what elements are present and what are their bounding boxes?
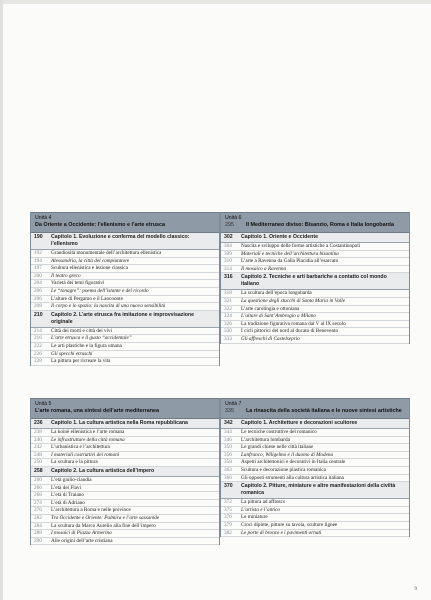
- unit-header: [31, 212, 219, 233]
- entry-page: 376: [224, 514, 232, 521]
- chapter-title: Capitolo 1. Evoluzione e conferma del modello classico: l’ellenismo: [51, 234, 190, 247]
- page-edge-left: [0, 0, 3, 600]
- toc-entry: [221, 499, 409, 507]
- unit-number: Unità 6: [225, 215, 242, 221]
- toc-entry: [31, 437, 219, 445]
- unit-number: Unità 7: [225, 401, 242, 407]
- entry-title: Il teatro greco: [51, 272, 81, 279]
- chapter-title: Capitolo 2. Pitture, miniature e altre manifestazioni della civiltà romanica: [241, 483, 396, 497]
- entry-title: L’altare di Sant’Ambrogio a Milano: [241, 313, 316, 320]
- toc-entry: [221, 306, 409, 314]
- entry-page: 322: [224, 305, 232, 312]
- entry-page: 242: [34, 444, 42, 451]
- entry-page: 197: [34, 265, 42, 272]
- toc-entry: [221, 251, 409, 259]
- toc-entry: [31, 303, 219, 311]
- toc-entry: [221, 429, 409, 437]
- entry-page: 372: [224, 499, 232, 506]
- entry-page: 268: [34, 492, 42, 499]
- entry-page: 222: [34, 342, 42, 349]
- entry-page: 228: [34, 358, 42, 365]
- entry-page: 363: [224, 466, 232, 473]
- toc-entry: [31, 538, 219, 546]
- chapter-title: Capitolo 2. Tecniche e arti barbariche a contatto col mondo italiano: [241, 274, 387, 288]
- toc-entry: [221, 258, 409, 266]
- chapter-heading: [31, 311, 219, 328]
- entry-page: 194: [34, 257, 42, 264]
- entry-title: Nascita e sviluppo delle forme artistiche a Costantinopoli: [241, 243, 361, 249]
- entry-page: 366: [224, 474, 232, 481]
- entry-title: L’artista e l’antico: [241, 506, 280, 513]
- page-number: 9: [414, 587, 417, 592]
- entry-page: 206: [34, 295, 42, 302]
- toc-entry: [221, 321, 409, 329]
- entry-title: La scultura da Marco Aurelio alla fine dell’impero: [51, 522, 156, 529]
- entry-page: 250: [34, 459, 42, 466]
- unit-title-text: La rinascita della società italiana e le nuove sintesi artistiche: [246, 408, 402, 414]
- unit-title-text: Da Oriente a Occidente: l’ellenismo e l’arte etrusca: [35, 222, 166, 228]
- entry-title: Il mosaico a Ravenna: [241, 265, 287, 272]
- chapter-page: 258: [34, 467, 43, 474]
- entry-title: Materiali e tecniche dell’architettura bizantina: [241, 250, 339, 257]
- entry-title: Lanfranco, Wiligelmo e il duomo di Modena: [241, 451, 334, 458]
- entry-page: 346: [224, 436, 232, 443]
- toc-entry: [31, 515, 219, 523]
- entry-page: 200: [34, 272, 42, 279]
- entry-title: I materiali costruttivi dei romani: [51, 451, 120, 458]
- entry-page: 330: [224, 328, 232, 335]
- unit-number: Unità 4: [35, 215, 52, 221]
- entry-title: L’urbanistica e l’architettura: [51, 444, 110, 451]
- chapter-heading: [221, 419, 409, 429]
- toc-entry: [31, 328, 219, 336]
- chapter-heading: [31, 467, 219, 477]
- chapter-page: 316: [224, 274, 233, 281]
- toc-entry: [31, 459, 219, 467]
- toc-entry: [221, 298, 409, 306]
- entry-page: 206: [34, 287, 42, 294]
- entry-page: 314: [224, 265, 232, 272]
- entry-page: 266: [34, 484, 42, 491]
- chapter-page: 190: [34, 234, 43, 240]
- entry-title: Gli affreschi di Castelseprio: [241, 335, 300, 342]
- entry-page: 309: [224, 250, 232, 257]
- entry-title: L’arte carolingia e ottoniana: [241, 305, 300, 312]
- entry-title: L’età giulio-claudia: [51, 476, 92, 483]
- chapter-page: 210: [34, 311, 43, 318]
- entry-page: 358: [224, 459, 232, 466]
- entry-page: 350: [224, 444, 232, 451]
- toc-entry: [31, 288, 219, 296]
- entry-title: Tra Occidente e Oriente: Palmira e l’arte sassanide: [51, 514, 160, 521]
- entry-title: Scultura ellenistica e lezione classica: [51, 265, 128, 272]
- chapter-title: Capitolo 1. Oriente e Occidente: [241, 234, 318, 240]
- toc-entry: [221, 444, 409, 452]
- unit-header: [31, 398, 219, 419]
- chapter-heading: [221, 273, 409, 290]
- entry-title: Croci dipinte, pitture su tavola, sculture lignee: [241, 521, 338, 528]
- entry-page: 356: [224, 451, 232, 458]
- toc-entry: [221, 459, 409, 467]
- entry-title: L’arte etrusca e il gusto “accidentale”: [51, 335, 132, 342]
- toc-entry: [31, 523, 219, 531]
- unit-title-page: 335: [225, 408, 234, 414]
- entry-title: Città dei morti e città dei vivi: [51, 327, 113, 334]
- entry-page: 288: [34, 530, 42, 537]
- unit-title-page: 295: [225, 222, 234, 228]
- unit-title: [35, 222, 215, 229]
- entry-title: Le porte di bronzo e i pavimenti ornati: [241, 529, 322, 536]
- unit-4: [30, 212, 220, 366]
- entry-title: Il corpo e lo spazio: la nascita di una nuova sensibilità: [51, 303, 166, 310]
- toc-entry: [31, 258, 219, 266]
- entry-page: 333: [224, 335, 232, 342]
- entry-page: 284: [34, 522, 42, 529]
- chapter-title: Capitolo 2. L’arte etrusca fra imitazione e improvvisazione originale: [51, 311, 194, 325]
- toc-entry: [31, 335, 219, 343]
- entry-page: 226: [34, 350, 42, 357]
- entry-title: Aspetti architettonici e decorativi in Italia centrale: [241, 459, 346, 466]
- entry-page: 324: [224, 313, 232, 320]
- toc-entry: [221, 266, 409, 274]
- entry-page: 276: [34, 507, 42, 514]
- toc-entry: [31, 507, 219, 515]
- entry-title: I mosaici di Piazza Armerina: [51, 530, 112, 537]
- unit-title-text: L’arte romana, una sintesi dell’arte mediterranea: [35, 408, 160, 414]
- toc-entry: [31, 477, 219, 485]
- toc-entry: [31, 343, 219, 351]
- chapter-page: 236: [34, 420, 43, 426]
- entry-title: Le infrastrutture della città romana: [51, 436, 125, 443]
- entry-page: 214: [34, 327, 42, 334]
- entry-title: Le miniature: [241, 514, 268, 521]
- toc-entry: [31, 500, 219, 508]
- chapter-title: Capitolo 2. La cultura artistica dell’impero: [51, 467, 155, 474]
- chapter-heading: [221, 233, 409, 243]
- toc-entry: [31, 444, 219, 452]
- toc-entry: [31, 452, 219, 460]
- toc-entry: [31, 250, 219, 258]
- entry-page: 344: [224, 429, 232, 435]
- toc-entry: [221, 437, 409, 445]
- unit-7: [220, 398, 410, 537]
- unit-title: [225, 408, 405, 415]
- toc-entry: [31, 273, 219, 281]
- entry-title: L’età dei Flavi: [51, 484, 82, 491]
- entry-title: Gli specchi etruschi: [51, 350, 93, 357]
- entry-title: Grandiosità monumentale dell’architettura ellenistica: [51, 250, 162, 256]
- entry-page: 304: [224, 243, 232, 249]
- toc-entry: [221, 452, 409, 460]
- chapter-heading: [31, 419, 219, 429]
- unit-title: [35, 408, 215, 415]
- toc-entry: [31, 265, 219, 273]
- entry-title: L’altare di Pergamo e il Laocoonte: [51, 295, 123, 302]
- toc-entry: [31, 492, 219, 500]
- entry-title: Le “tonagre”: poema dell’istante e del ricordo: [51, 287, 149, 294]
- entry-page: 216: [34, 335, 42, 342]
- entry-title: La pittura per ricreare la vita: [51, 358, 111, 365]
- entry-page: 240: [34, 436, 42, 443]
- entry-page: 382: [224, 529, 232, 536]
- unit-6: [220, 212, 410, 344]
- entry-page: 192: [34, 250, 42, 256]
- entry-title: Alessandria, la città del compiutatore: [51, 257, 130, 264]
- toc-entry: [31, 351, 219, 359]
- unit-5: [30, 398, 220, 545]
- entry-title: Varietà dei temi figurativi: [51, 280, 105, 287]
- entry-title: La scultura dell’epoca longobarda: [241, 290, 312, 297]
- entry-title: I cicli pittorici del nord al ducato di Benevento: [241, 328, 339, 335]
- chapter-heading: [221, 482, 409, 499]
- entry-page: 238: [34, 429, 42, 435]
- chapter-page: 302: [224, 234, 233, 240]
- chapter-page: 342: [224, 420, 233, 426]
- toc-entry: [221, 313, 409, 321]
- entry-title: La questione degli stucchi di Santa Maria in Valle: [241, 297, 346, 304]
- entry-page: 326: [224, 320, 232, 327]
- toc-entry: [221, 290, 409, 298]
- entry-page: 248: [34, 451, 42, 458]
- toc-entry: [31, 485, 219, 493]
- chapter-page: 370: [224, 483, 233, 490]
- entry-title: L’architettura lombarda: [241, 436, 290, 443]
- toc-entry: [31, 296, 219, 304]
- entry-title: Le arti plastiche e la figura umana: [51, 342, 122, 349]
- toc-entry: [31, 530, 219, 538]
- toc-entry: [221, 467, 409, 475]
- unit-header: [221, 398, 409, 419]
- entry-page: 204: [34, 280, 42, 287]
- toc-entry: [221, 530, 409, 538]
- entry-title: Gli opposti strumenti alla cultura artistica italiana: [241, 474, 344, 481]
- toc-entry: [221, 336, 409, 344]
- entry-page: 208: [34, 303, 42, 310]
- entry-page: 375: [224, 506, 232, 513]
- entry-title: Le grandi chiese nelle città italiane: [241, 444, 314, 451]
- entry-page: 274: [34, 499, 42, 506]
- entry-title: L’architettura a Roma e nelle province: [51, 507, 131, 514]
- toc-entry: [221, 243, 409, 251]
- entry-title: La koinè ellenistica e l’arte romana: [51, 429, 125, 435]
- toc-entry: [221, 514, 409, 522]
- entry-title: La tradizione figurativa romana dal V al IX secolo: [241, 320, 346, 327]
- unit-header: [221, 212, 409, 233]
- unit-title-text: Il Mediterraneo diviso: Bisanzio, Roma e Italia longobarda: [246, 222, 394, 228]
- entry-title: Le tecniche costruttive del romanico: [241, 429, 317, 435]
- toc-entry: [31, 358, 219, 366]
- entry-page: 282: [34, 514, 42, 521]
- toc-entry: [221, 522, 409, 530]
- entry-page: 318: [224, 290, 232, 297]
- entry-title: L’età di Adriano: [51, 499, 85, 506]
- entry-page: 310: [224, 258, 232, 265]
- chapter-title: Capitolo 1. Architetture e decorazioni scultoree: [241, 420, 358, 426]
- entry-title: La pittura ad affresco: [241, 499, 286, 506]
- entry-title: L’età di Traiano: [51, 492, 84, 499]
- unit-number: Unità 5: [35, 401, 52, 407]
- toc-entry: [31, 280, 219, 288]
- entry-title: La scultura e la pittura: [51, 459, 98, 466]
- entry-page: 290: [34, 537, 42, 544]
- chapter-title: Capitolo 1. La cultura artistica nella Roma repubblicana: [51, 420, 188, 426]
- entry-title: Alle origini dell’arte cristiana: [51, 537, 113, 544]
- entry-page: 379: [224, 521, 232, 528]
- entry-title: Scultura e decorazione plastica romanica: [241, 466, 326, 473]
- toc-entry: [221, 507, 409, 515]
- entry-title: L’arte a Ravenna da Galla Placidia all’esarcato: [241, 258, 339, 265]
- page-edge: [0, 0, 431, 4]
- toc-entry: [31, 429, 219, 437]
- toc-entry: [221, 475, 409, 483]
- entry-page: 321: [224, 297, 232, 304]
- entry-page: 260: [34, 476, 42, 483]
- chapter-heading: [31, 233, 219, 250]
- unit-title: [225, 222, 405, 229]
- toc-entry: [221, 328, 409, 336]
